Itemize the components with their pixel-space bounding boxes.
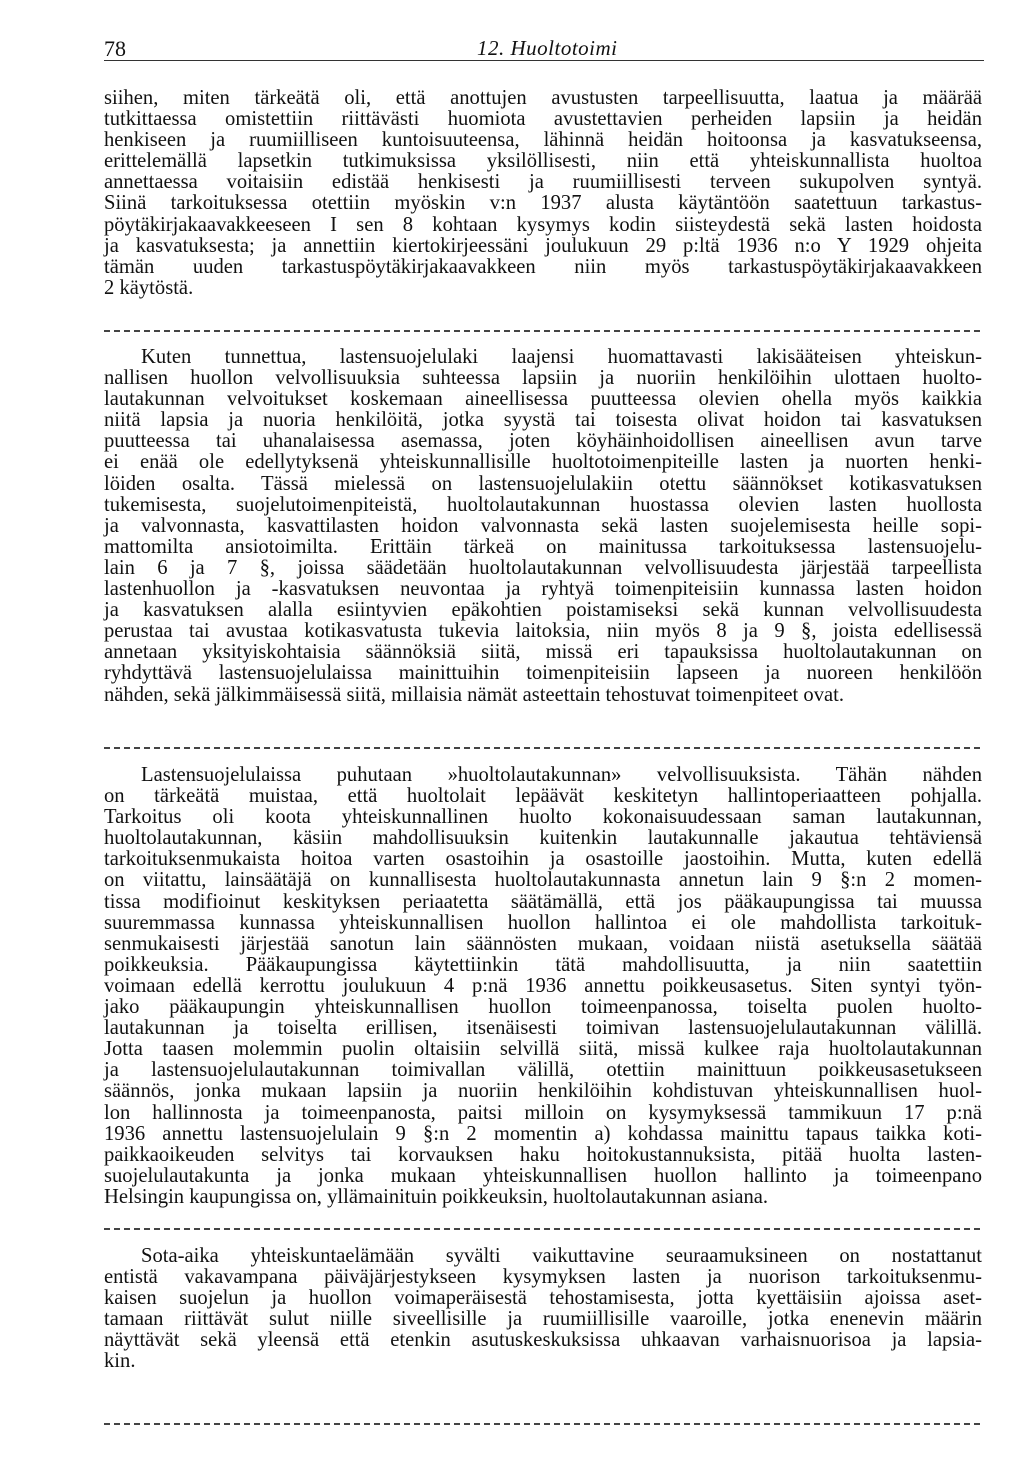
text-line: tutkittaessa omistettiin riittävästi huomiota avustettavien perheiden lapsiin ja heidän [104,108,982,131]
text-line: Sota-aika yhteiskuntaelämään syvälti vaikuttavine seuraamuksineen on nostattanut [141,1245,982,1267]
text-line: suojelulautakunta ja jonka mukaan yhteiskunnallisen huollon hallinto ja toimeenpano [104,1164,982,1187]
text-line: kaisen suojelun ja huollon voimaperäisestä tehostamisesta, jotta kyettäisiin ajoissa aset- [104,1287,982,1310]
text-line: suuremmassa kunnassa yhteiskunnallisen huollon hallintoa ei ole mahdollista tarkoituk- [104,911,982,934]
text-line: Tarkoitus oli koota yhteiskunnallinen huolto kokonaisuudessaan saman lautakunnan, [104,806,982,829]
text-line: tämän uuden tarkastuspöytäkirjakaavakkeen niin myös tarkastuspöytäkirjakaavakkeen [104,255,982,278]
text-line: senmukaisesti järjestää sanotun lain säännösten mukaan, voidaan niistä asetuksella säätää [104,932,982,955]
text-line: on viitattu, lainsäätäjä on kunnallisesta huoltolautakunnasta annetun lain 9 §:n 2 momen- [104,869,982,892]
section-divider [104,1423,980,1425]
text-line: tarkoituksenmukaista hoitoa varten osastoihin ja osastoille jaostoihin. Mutta, kuten edellä [104,848,982,871]
text-line: 2 käytöstä. [104,276,194,299]
text-line: pöytäkirjakaavakkeeseen I sen 8 kohtaan kysymys kodin siisteydestä sekä lasten hoidosta [104,213,982,236]
text-line: poikkeuksia. Pääkaupungissa käytettiinkin tätä mahdollisuutta, ja niin saatettiin [104,953,982,976]
section-divider [104,1228,980,1230]
text-line: Kuten tunnettua, lastensuojelulaki laajensi huomattavasti lakisääteisen yhteiskun- [141,346,982,368]
text-line: Helsingin kaupungissa on, yllämainituin poikkeuksin, huoltolautakunnan asiana. [104,1185,769,1208]
text-line: ja valvonnasta, kasvattilasten hoidon valvonnasta sekä lasten suojelemisesta heille sopi- [104,514,982,537]
text-line: nähden, sekä jälkimmäisessä siitä, millaisia nämät asteettain tehostuvat toimenpiteet ovat. [104,683,845,706]
text-line: entistä vakavampana päiväjärjestykseen kysymyksen lasten ja nuorison tarkoituksenmu- [104,1266,982,1289]
text-line: ja lastensuojelulautakunnan toimivallan välillä, otettiin mainittuun poikkeusasetukseen [104,1059,982,1082]
text-line: Lastensuojelulaissa puhutaan »huoltolautakunnan» velvollisuuksista. Tähän nähden [141,764,982,786]
text-line: Jotta taasen molemmin puolin oltaisiin selvillä siitä, missä kulkee raja huoltolautakunnan [104,1038,982,1061]
section-divider [104,330,980,332]
text-line: ja kasvatuksen alalla esiintyvien epäkohtien poistamiseksi sekä kunnan velvollisuudesta [104,599,982,622]
paragraph-3 [104,765,982,1208]
paragraph-1 [104,88,982,299]
text-line: niitä lapsia ja nuoria henkilöitä, jotka syystä tai toisesta olivat hoidon tai kasvatuksen [104,409,982,432]
text-line: nallisen huollon velvollisuuksia suhteessa lapsiin ja nuoriin henkilöihin ulottaen huolto- [104,367,982,390]
text-line: ryhdyttävä lastensuojelulaissa mainittuihin toimenpiteisiin lapseen ja nuoreen henkilöön [104,662,982,685]
paragraph-4 [104,1246,982,1373]
text-line: voimaan edellä kerrottu joulukuun 4 p:nä 1936 annettu poikkeusasetus. Siten syntyi työn- [104,974,982,997]
section-divider [104,747,980,749]
text-line: erittelemällä lapsetkin tutkimuksissa yksilöllisesti, niin että yhteiskunnallista huoltoa [104,150,982,173]
text-line: ei enää ole edellytyksenä yhteiskunnallisille huoltotoimenpiteille lasten ja nuorten henki- [104,451,982,474]
text-line: löiden osalta. Tässä mielessä on lastensuojelulakiin otettu säännökset kotikasvatuksen [104,472,982,495]
text-line: näyttävät sekä yleensä että etenkin asutuskeskuksissa uhkaavan varhaisnuorisoa ja lapsia- [104,1329,982,1352]
text-line: tukemisesta, suojelutoimenpiteistä, huoltolautakunnan huostassa olevien lasten huollosta [104,493,982,516]
text-line: kin. [104,1350,136,1373]
text-line: 1936 annettu lastensuojelulain 9 §:n 2 momentin a) kohdassa mainittu tapaus taikka koti- [104,1122,982,1145]
text-line: lautakunnan velvoitukset koskemaan aineellisessa puutteessa olevien ohella myös kaikkia [104,388,982,411]
text-line: on tärkeätä muistaa, että huoltolait lepäävät keskitetyn hallintoperiaatteen pohjalla. [104,785,982,808]
text-line: siihen, miten tärkeätä oli, että anottujen avustusten tarpeellisuutta, laatua ja määrää [104,87,982,109]
page-number: 78 [104,36,126,61]
running-head: 12. Huoltotoimi [477,36,618,60]
text-line: perustaa tai avustaa kotikasvatusta tukevia laitoksia, niin myös 8 ja 9 §, joista edellisessä [104,620,982,643]
page-header [104,30,984,61]
paragraph-2 [104,347,982,706]
text-line: annettaessa voitaisiin edistää henkisesti ja ruumiillisesti terveen sukupolven syntyä. [104,171,982,194]
text-line: säännös, jonka mukaan lapsiin ja nuoriin henkilöihin kohdistuvan yhteiskunnallisen huol- [104,1080,982,1103]
text-line: huoltolautakunnan, käsiin mahdollisuuksin kuitenkin lautakunnalle jakautua tehtäviensä [104,827,982,850]
text-line: paikkaoikeuden selvitys tai korvauksen haku hoitokustannuksista, pitää huolta lasten- [104,1143,982,1166]
text-line: mattomilta ansiotoimilta. Erittäin tärkeä on mainitussa tarkoituksessa lastensuojelu- [104,535,982,558]
text-line: lautakunnan ja toiselta erillisen, itsenäisesti toimivan lastensuojelulautakunnan välillä. [104,1017,982,1040]
text-line: lon hallinnosta ja toimeenpanosta, paitsi milloin on kysymyksessä tammikuun 17 p:nä [104,1101,982,1124]
text-line: puutteessa tai uhanalaisessa asemassa, joten köyhäinhoidollisen aineellisen avun tarve [104,430,982,453]
text-line: tissa modifioinut keskityksen periaatetta säätämällä, että jos pääkaupungissa tai muussa [104,890,982,913]
text-line: Siinä tarkoituksessa otettiin myöskin v:n 1937 alusta käytäntöön saatettuun tarkastus- [104,192,982,215]
text-line: tamaan riittävät sulut niille siveellisille ja ruumiillisille vaaroille, jotka enenevin määrin [104,1308,982,1331]
text-line: lastenhuollon ja -kasvatuksen neuvontaa ja ryhtyä toimenpiteisiin kunnassa lasten hoidon [104,578,982,601]
text-line: lain 6 ja 7 §, joissa säädetään huoltolautakunnan velvollisuudesta järjestää tarpeellista [104,556,982,579]
text-line: ja kasvatuksesta; ja annettiin kiertokirjeessäni joulukuun 29 p:ltä 1936 n:o Y 1929 ohjeita [104,234,982,257]
text-line: henkiseen ja ruumiilliseen kuntoisuuteensa, lähinnä heidän hoitoonsa ja kasvatukseensa, [104,129,982,152]
text-line: annetaan yksityiskohtaisia säännöksiä siitä, missä eri tapauksissa huoltolautakunnan on [104,641,982,664]
text-line: jako pääkaupungin yhteiskunnallisen huollon toimeenpanossa, toiselta puolen huolto- [104,996,982,1019]
